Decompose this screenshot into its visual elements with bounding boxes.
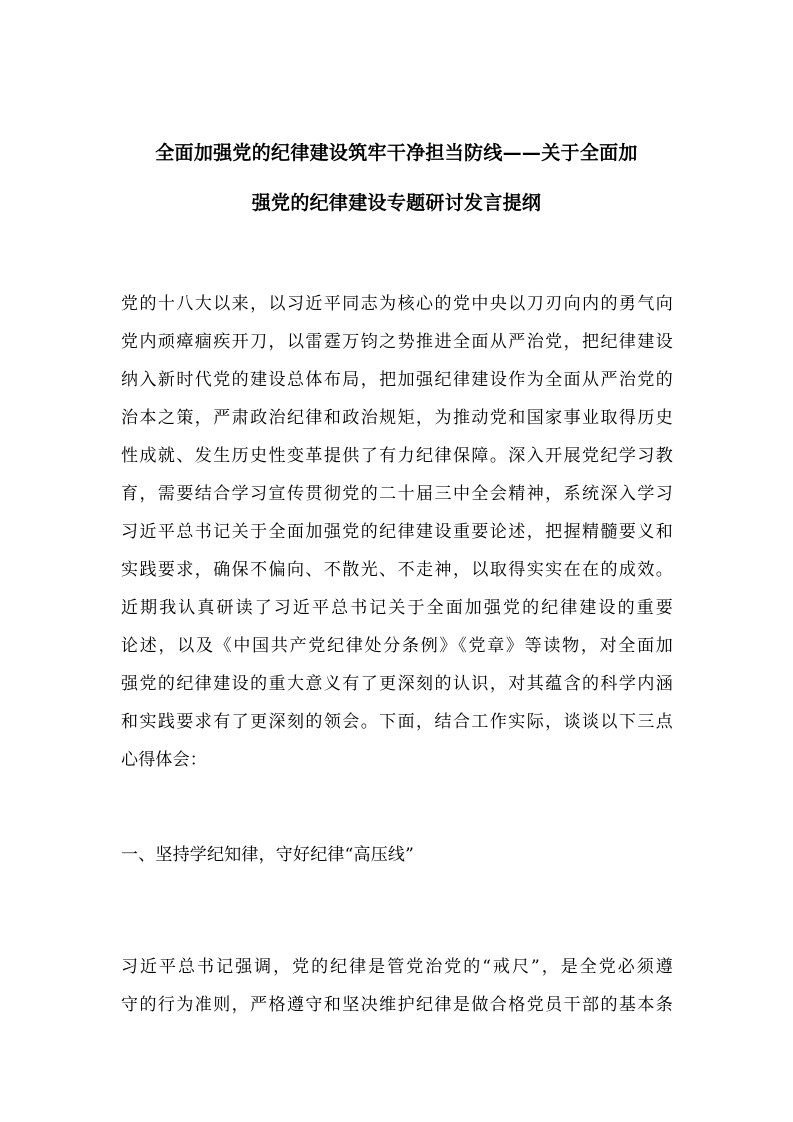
- section-heading: 一、坚持学纪知律，守好纪律“高压线”: [121, 845, 414, 865]
- paragraph-line: 和实践要求有了更深刻的领会。下面，结合工作实际，谈谈以下三点: [121, 712, 673, 732]
- paragraph-line: 治本之策，严肃政治纪律和政治规矩，为推动党和国家事业取得历史: [121, 408, 673, 428]
- paragraph-line: 育，需要结合学习宣传贯彻党的二十届三中全会精神，系统深入学习: [121, 484, 673, 504]
- paragraph-line: 心得体会：: [121, 750, 207, 770]
- paragraph-line: 守的行为准则，严格遵守和坚决维护纪律是做合格党员干部的基本条: [121, 995, 673, 1015]
- paragraph-line: 习近平总书记关于全面加强党的纪律建设重要论述，把握精髓要义和: [121, 522, 673, 542]
- paragraph-line: 习近平总书记强调，党的纪律是管党治党的“戒尺”，是全党必须遵: [121, 957, 673, 977]
- paragraph-line: 论述，以及《中国共产党纪律处分条例》《党章》等读物，对全面加: [121, 636, 673, 656]
- paragraph-line: 党的十八大以来，以习近平同志为核心的党中央以刀刃向内的勇气向: [121, 294, 673, 314]
- title-line-1: 全面加强党的纪律建设筑牢干净担当防线——关于全面加: [155, 142, 638, 164]
- paragraph-line: 性成就、发生历史性变革提供了有力纪律保障。深入开展党纪学习教: [121, 446, 673, 466]
- document-title: [110, 128, 683, 228]
- paragraph-line: 强党的纪律建设的重大意义有了更深刻的认识，对其蕴含的科学内涵: [121, 674, 673, 694]
- paragraph-line: 党内顽瘴痼疾开刀，以雷霆万钧之势推进全面从严治党，把纪律建设: [121, 332, 673, 352]
- title-line-2: 强党的纪律建设专题研讨发言提纲: [251, 192, 542, 214]
- paragraph-line: 近期我认真研读了习近平总书记关于全面加强党的纪律建设的重要: [121, 598, 673, 618]
- paragraph-line: 实践要求，确保不偏向、不散光、不走神，以取得实实在在的成效。: [121, 560, 673, 580]
- paragraph-line: 纳入新时代党的建设总体布局，把加强纪律建设作为全面从严治党的: [121, 370, 673, 390]
